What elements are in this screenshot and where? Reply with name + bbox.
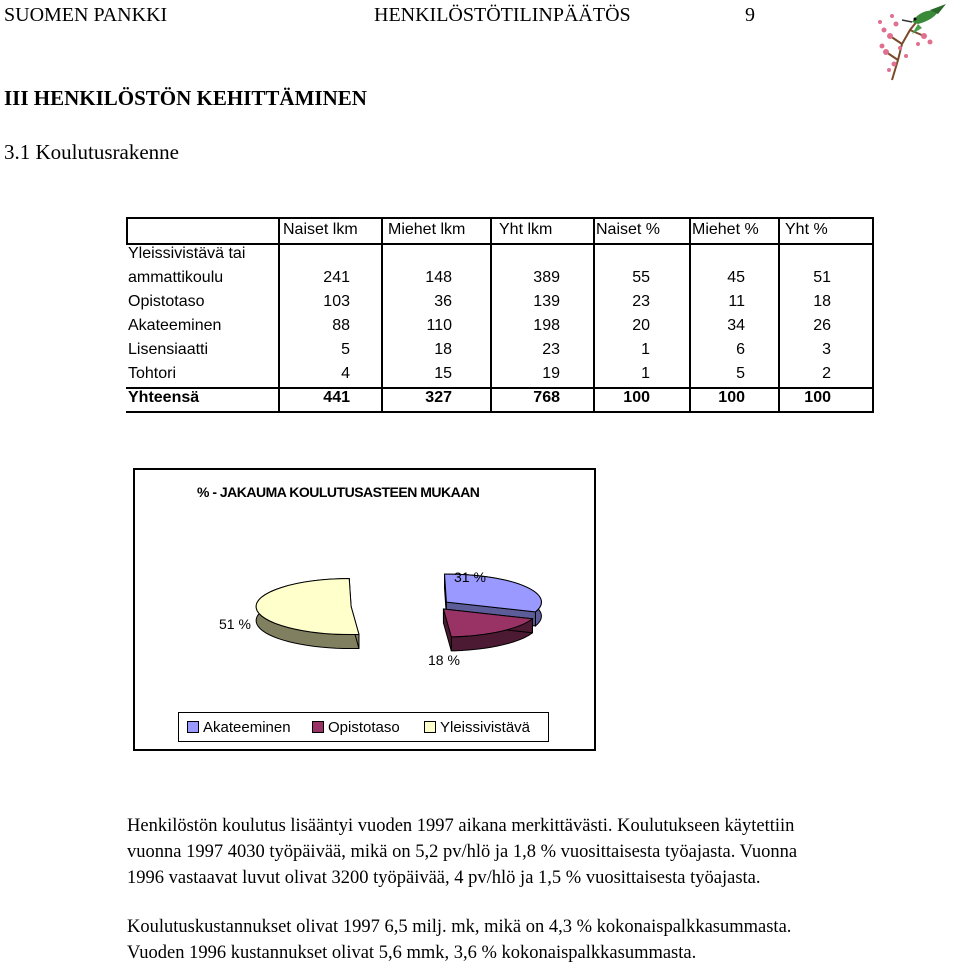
table-bottom-border bbox=[126, 411, 874, 413]
table-cell: 45 bbox=[727, 269, 745, 286]
table-cell: 55 bbox=[632, 269, 650, 286]
table-cell: 2 bbox=[822, 365, 831, 382]
table-cell: 3 bbox=[822, 341, 831, 358]
table-cell: 18 bbox=[813, 293, 831, 310]
total-cell: 327 bbox=[425, 389, 452, 406]
row-label: Yleissivistävä tai bbox=[128, 245, 246, 262]
table-cell: 23 bbox=[542, 341, 560, 358]
text-line: Henkilöstön koulutus lisääntyi vuoden 1997 aikana merkittävästi. Koulutukseen käytettiin bbox=[127, 816, 795, 836]
pie-chart bbox=[133, 468, 596, 751]
total-cell: 768 bbox=[533, 389, 560, 406]
paragraph-costs bbox=[127, 914, 791, 966]
legend-item bbox=[187, 719, 291, 736]
table-cell: 241 bbox=[323, 269, 350, 286]
table-cell: 19 bbox=[542, 365, 560, 382]
table-cell: 110 bbox=[426, 317, 452, 334]
table-header-row bbox=[126, 219, 874, 243]
column-header: Yht lkm bbox=[499, 221, 553, 238]
bird-logo bbox=[872, 0, 952, 86]
section-title: III HENKILÖSTÖN KEHITTÄMINEN bbox=[4, 86, 367, 110]
row-label: Akateeminen bbox=[128, 317, 222, 334]
legend-swatch bbox=[312, 721, 324, 733]
text-line: Koulutuskustannukset olivat 1997 6,5 milj. mk, mikä on 4,3 % kokonaispalkkasummasta. bbox=[127, 917, 792, 937]
data-label-akateeminen: 31 % bbox=[454, 569, 486, 585]
column-header: Miehet % bbox=[692, 221, 759, 238]
data-label-yleissivistava: 51 % bbox=[219, 616, 251, 632]
chart-legend bbox=[178, 712, 549, 742]
table-cell: 389 bbox=[533, 269, 560, 286]
table-total-row bbox=[126, 387, 874, 411]
row-label: Opistotaso bbox=[128, 293, 205, 310]
column-header: Miehet lkm bbox=[388, 221, 466, 238]
row-label: ammattikoulu bbox=[128, 269, 224, 286]
pie-chart-plot bbox=[135, 470, 594, 710]
table-cell: 4 bbox=[341, 365, 350, 382]
total-cell: 100 bbox=[623, 389, 650, 406]
pie-slice-yleissivistava bbox=[256, 579, 359, 649]
legend-swatch bbox=[424, 721, 436, 733]
bird bbox=[902, 4, 946, 34]
table-row bbox=[126, 315, 874, 339]
legend-label: Akateeminen bbox=[203, 719, 291, 736]
table-cell: 51 bbox=[813, 269, 831, 286]
total-cell: 441 bbox=[323, 389, 350, 406]
page-number: 9 bbox=[745, 4, 755, 26]
table-cell: 88 bbox=[332, 317, 350, 334]
total-cell: 100 bbox=[804, 389, 831, 406]
table-cell: 36 bbox=[434, 293, 452, 310]
paragraph-training bbox=[127, 813, 797, 891]
table-row bbox=[126, 267, 874, 291]
table-cell: 1 bbox=[641, 365, 650, 382]
chart-title: % - JAKAUMA KOULUTUSASTEEN MUKAAN bbox=[197, 484, 480, 500]
legend-swatch bbox=[187, 721, 199, 733]
table-cell: 1 bbox=[641, 341, 650, 358]
table-cell: 18 bbox=[434, 341, 452, 358]
data-label-opistotaso: 18 % bbox=[428, 652, 460, 668]
table-row bbox=[126, 363, 874, 387]
table-cell: 6 bbox=[736, 341, 745, 358]
row-label: Tohtori bbox=[128, 365, 177, 382]
table-cell: 148 bbox=[425, 269, 452, 286]
text-line: vuonna 1997 4030 työpäivää, mikä on 5,2 pv/hlö ja 1,8 % vuosittaisesta työajasta. Vuonna bbox=[127, 842, 798, 862]
table-row bbox=[126, 339, 874, 363]
section-subtitle: 3.1 Koulutusrakenne bbox=[4, 140, 179, 164]
table-cell: 34 bbox=[727, 317, 745, 334]
table-row bbox=[126, 291, 874, 315]
table-cell: 139 bbox=[533, 293, 560, 310]
row-label: Lisensiaatti bbox=[128, 341, 209, 358]
legend-label: Opistotaso bbox=[328, 719, 400, 736]
total-label: Yhteensä bbox=[128, 389, 200, 406]
legend-label: Yleissivistävä bbox=[440, 719, 531, 736]
legend-item bbox=[424, 719, 530, 736]
table-cell: 5 bbox=[736, 365, 745, 382]
header-org: SUOMEN PANKKI bbox=[4, 4, 168, 26]
legend-item bbox=[312, 719, 400, 736]
table-cell: 103 bbox=[323, 293, 350, 310]
table-cell: 20 bbox=[632, 317, 650, 334]
text-line: 1996 vastaavat luvut olivat 3200 työpäivää, 4 pv/hlö ja 1,5 % vuosittaisesta työajasta. bbox=[127, 868, 761, 888]
total-cell: 100 bbox=[718, 389, 745, 406]
table-cell: 15 bbox=[434, 365, 452, 382]
column-header: Naiset % bbox=[596, 221, 661, 238]
text-line: Vuoden 1996 kustannukset olivat 5,6 mmk, 3,6 % kokonaispalkkasummasta. bbox=[127, 943, 697, 963]
table-row bbox=[126, 243, 874, 267]
blossoms bbox=[878, 14, 933, 72]
header-doc-title: HENKILÖSTÖTILINPÄÄTÖS bbox=[374, 4, 631, 26]
column-header: Naiset lkm bbox=[283, 221, 358, 238]
table-cell: 23 bbox=[632, 293, 650, 310]
table-cell: 5 bbox=[341, 341, 350, 358]
table-cell: 11 bbox=[728, 293, 745, 310]
table-cell: 26 bbox=[813, 317, 831, 334]
column-header: Yht % bbox=[785, 221, 828, 238]
table-cell: 198 bbox=[533, 317, 560, 334]
